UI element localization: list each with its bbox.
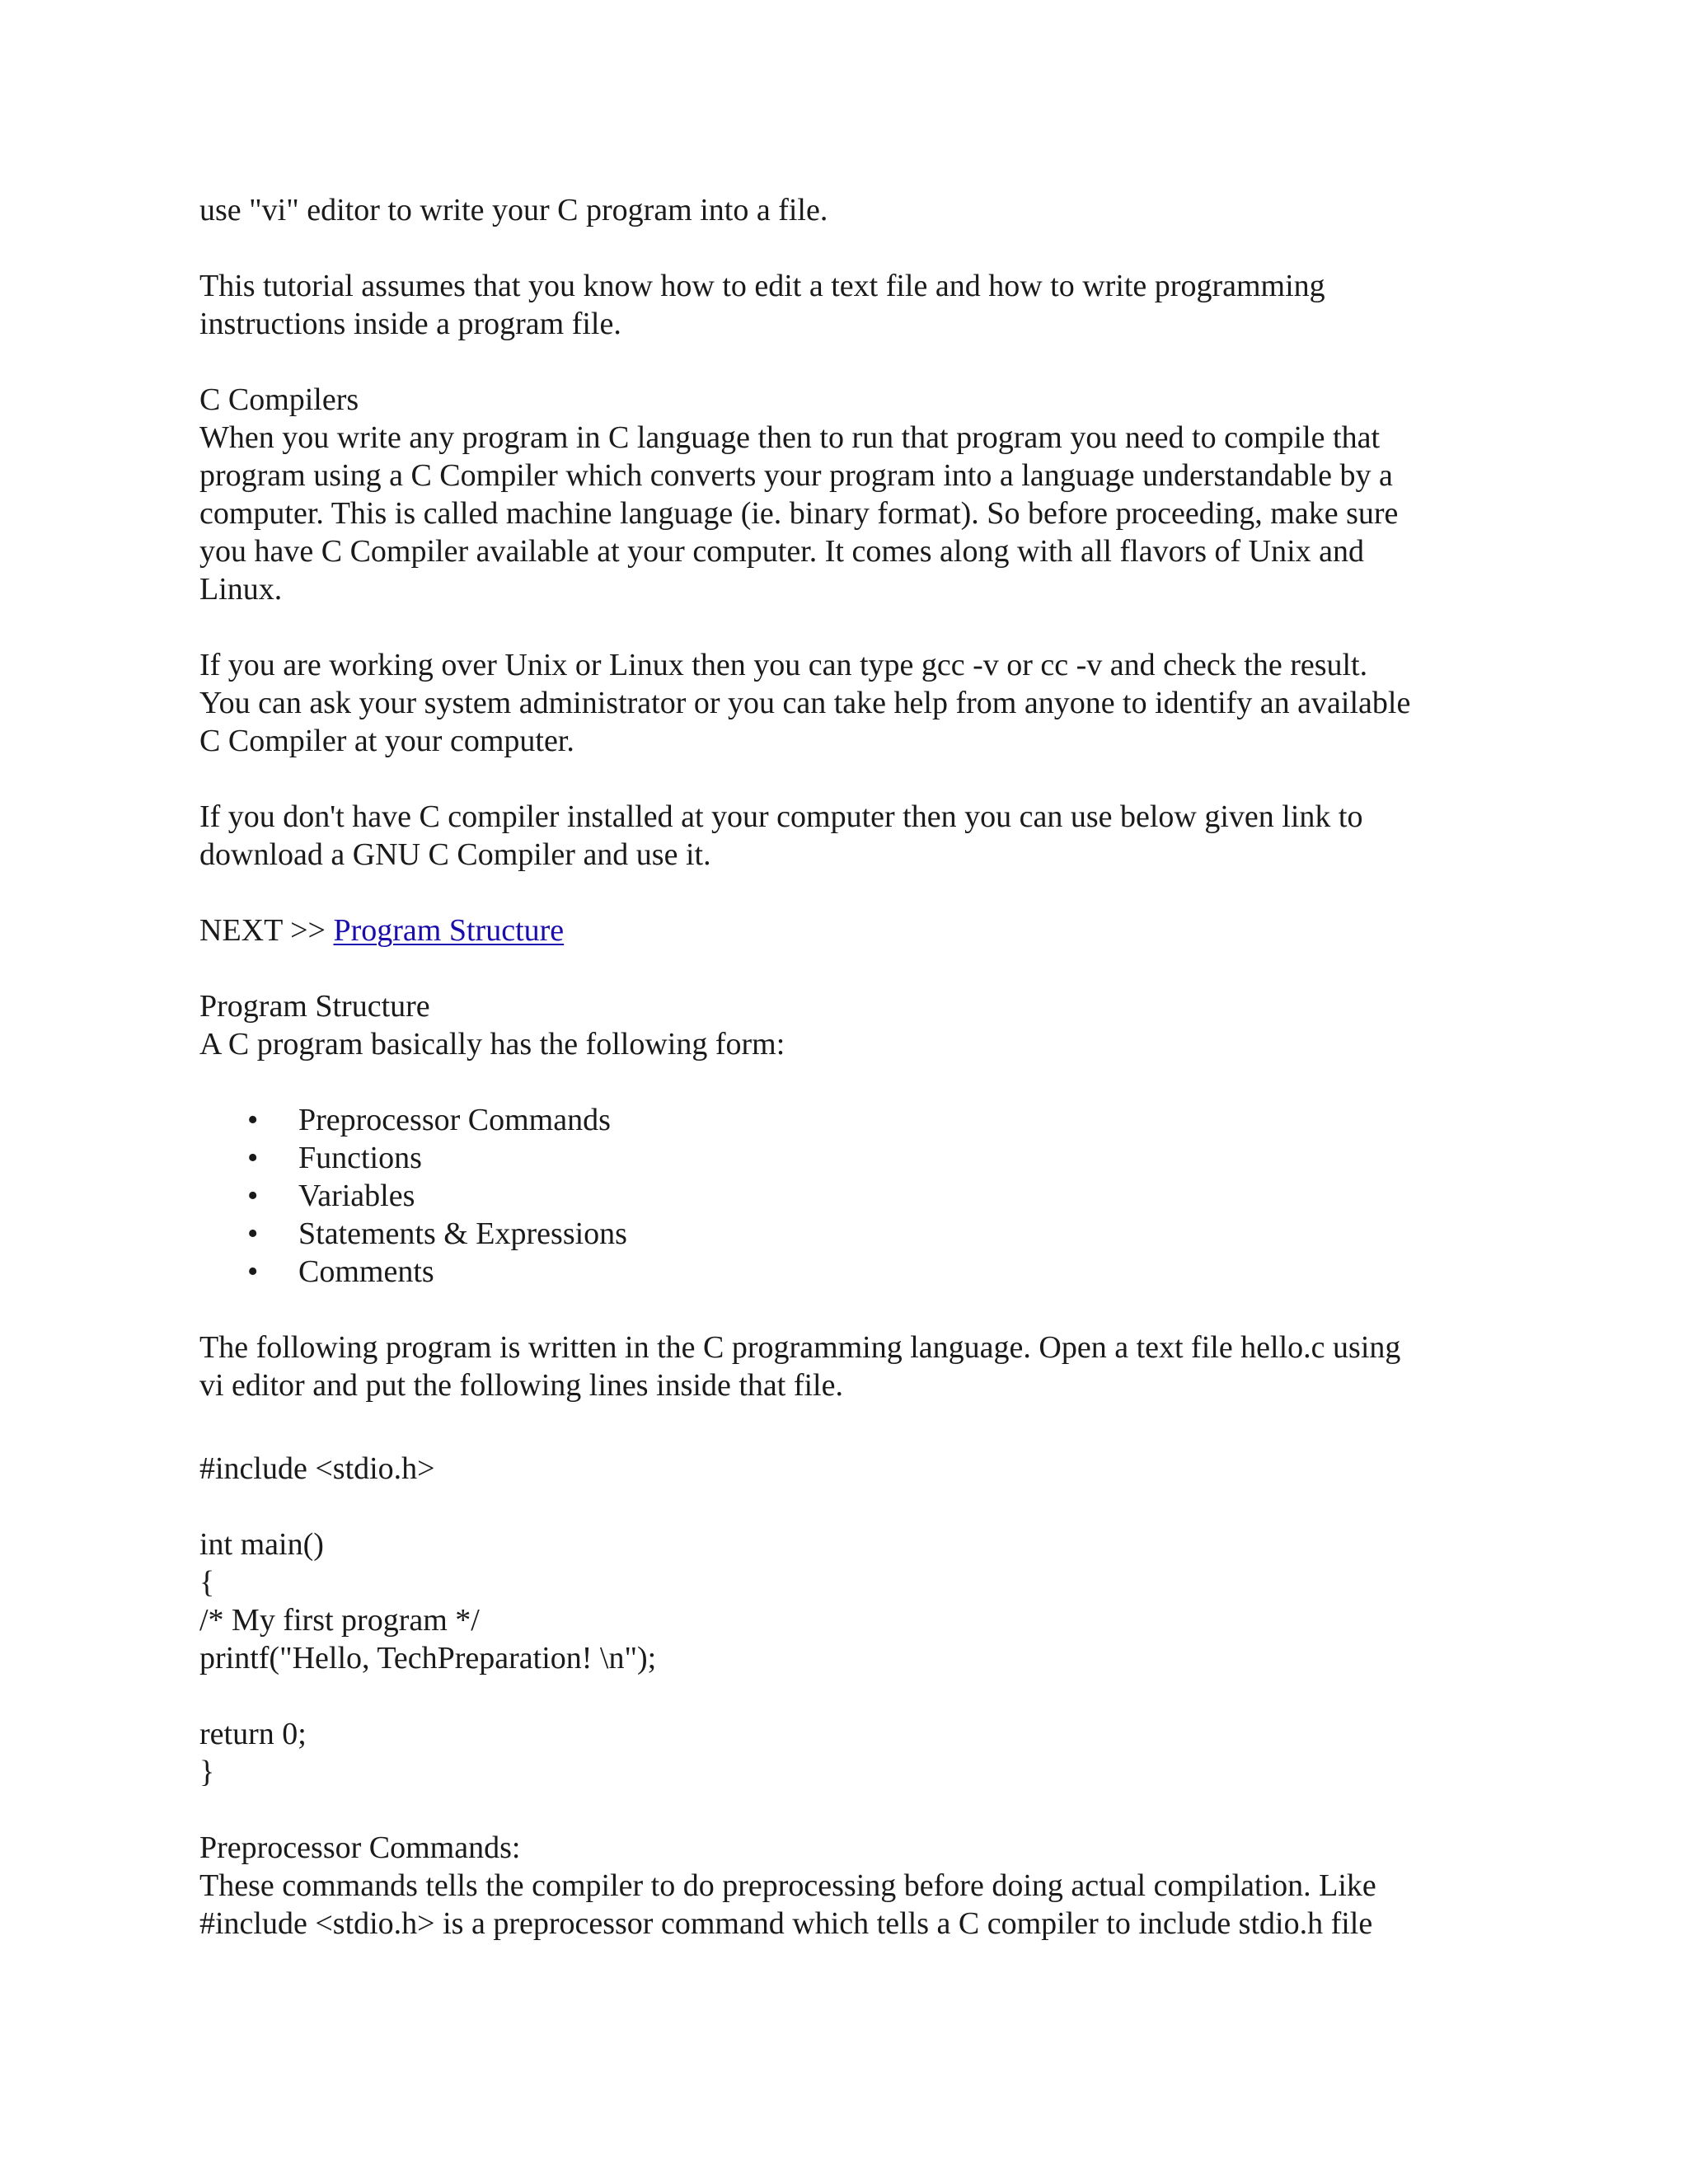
list-item (247, 1253, 1502, 1291)
list-item (247, 1139, 1502, 1177)
code-line: int main() (199, 1527, 324, 1562)
section-heading: Preprocessor Commands: (199, 1830, 521, 1865)
bullet-icon: • (247, 1179, 259, 1213)
text-line: The following program is written in the C programming language. Open a text file hello.c using (199, 1330, 1401, 1365)
program-paragraph (199, 1329, 1502, 1404)
text-line: program using a C Compiler which converts your program into a language understandable by a (199, 458, 1393, 493)
code-return-block (199, 1715, 1502, 1791)
text-line: A C program basically has the following form: (199, 1027, 785, 1062)
text-line: This tutorial assumes that you know how to edit a text file and how to write programming (199, 269, 1325, 303)
bullet-icon: • (247, 1103, 259, 1137)
next-link-program-structure[interactable]: Program Structure (333, 913, 565, 948)
text-line: use "vi" editor to write your C program into a file. (199, 193, 828, 227)
compilers-section (199, 381, 1502, 608)
text-line: You can ask your system administrator or you can take help from anyone to identify an available (199, 686, 1411, 720)
unix-paragraph (199, 646, 1502, 760)
section-heading: Program Structure (199, 989, 430, 1024)
preprocessor-section (199, 1829, 1502, 1943)
text-line: computer. This is called machine language (ie. binary format). So before proceeding, make sure (199, 496, 1399, 531)
list-item (247, 1177, 1502, 1215)
code-line: { (199, 1565, 215, 1600)
text-line: download a GNU C Compiler and use it. (199, 837, 711, 872)
code-line: return 0; (199, 1717, 307, 1751)
text-line: Linux. (199, 572, 283, 607)
list-item (247, 1215, 1502, 1253)
text-line: instructions inside a program file. (199, 307, 621, 341)
bullet-icon: • (247, 1216, 259, 1251)
text-line: These commands tells the compiler to do preprocessing before doing actual compilation. Like (199, 1868, 1376, 1903)
text-line: C Compiler at your computer. (199, 724, 574, 758)
code-include-block (199, 1450, 1502, 1488)
list-item-label: Statements & Expressions (298, 1216, 627, 1251)
list-item-label: Variables (298, 1179, 415, 1213)
structure-section (199, 987, 1502, 1063)
no-compiler-paragraph (199, 798, 1502, 874)
next-prefix: NEXT >> (199, 913, 334, 948)
list-item-label: Preprocessor Commands (298, 1103, 611, 1137)
structure-list (199, 1101, 1502, 1291)
code-line: /* My first program */ (199, 1603, 480, 1638)
assumption-paragraph (199, 267, 1502, 343)
code-line: printf("Hello, TechPreparation! \n"); (199, 1641, 657, 1675)
list-item-label: Functions (298, 1141, 422, 1175)
document-body (199, 191, 1502, 1980)
code-body-block (199, 1526, 1502, 1677)
list-item (247, 1101, 1502, 1139)
text-line: When you write any program in C language then to run that program you need to compile that (199, 420, 1380, 455)
code-line: } (199, 1755, 215, 1789)
list-item-label: Comments (298, 1254, 434, 1289)
text-line: you have C Compiler available at your computer. It comes along with all flavors of Unix and (199, 534, 1365, 569)
text-line: If you don't have C compiler installed at your computer then you can use below given link to (199, 799, 1363, 834)
bullet-icon: • (247, 1141, 259, 1175)
intro-paragraph (199, 191, 1502, 229)
text-line: If you are working over Unix or Linux then you can type gcc -v or cc -v and check the result. (199, 648, 1368, 682)
text-line: vi editor and put the following lines inside that file. (199, 1368, 843, 1403)
code-line: #include <stdio.h> (199, 1451, 435, 1486)
text-line: #include <stdio.h> is a preprocessor command which tells a C compiler to include stdio.h file (199, 1906, 1373, 1941)
bullet-icon: • (247, 1254, 259, 1289)
next-navigation (199, 912, 1502, 949)
section-heading: C Compilers (199, 382, 359, 417)
